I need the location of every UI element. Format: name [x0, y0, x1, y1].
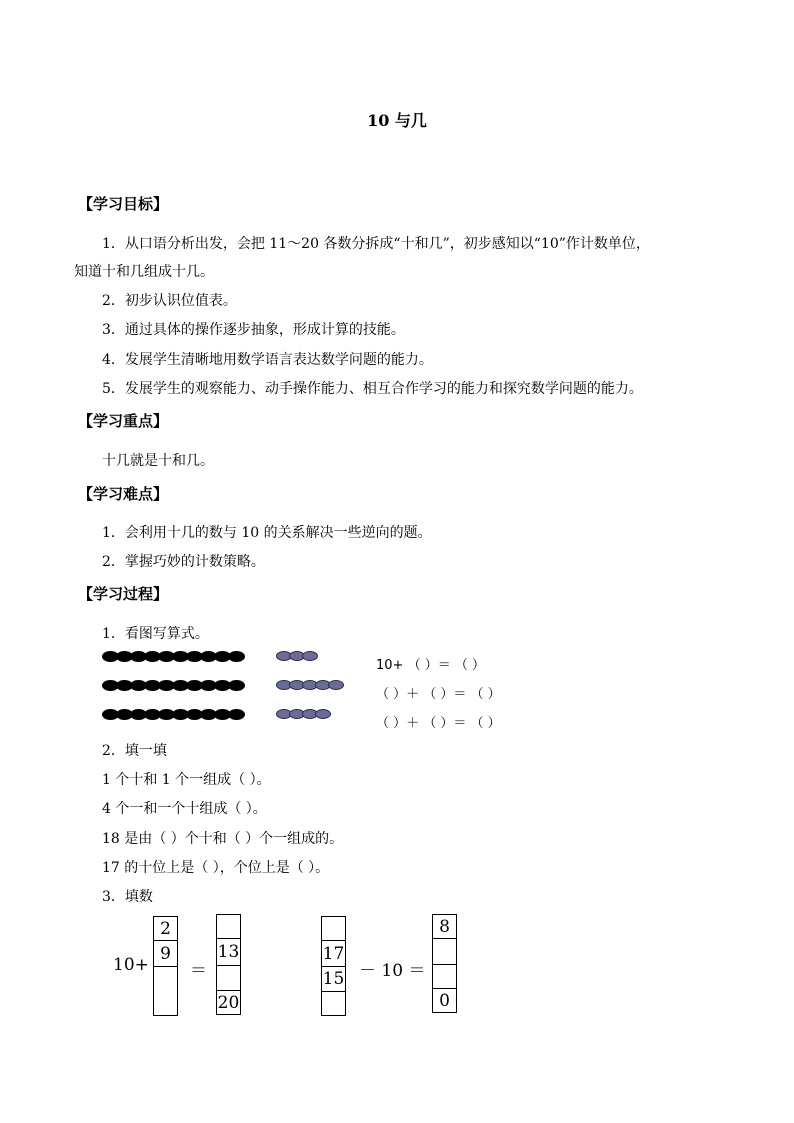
q3-input-box: 2 [153, 916, 178, 941]
q2-item: 4 个一和一个十组成（ ）。 [102, 801, 267, 817]
process-heading: 【学习过程】 [78, 585, 169, 603]
q1-equation: 10+ （ ）＝ （ ） [376, 658, 485, 673]
q3-input-box: 15 [321, 966, 346, 992]
q2-item: 18 是由（ ）个十和（ ）个一组成的。 [102, 831, 344, 847]
black-dot [228, 709, 245, 720]
q3-input-box [153, 966, 178, 1016]
key-points-heading: 【学习重点】 [78, 412, 169, 430]
q3-output-box: 20 [216, 990, 241, 1015]
objective-item: 3．通过具体的操作逐步抽象，形成计算的技能。 [102, 322, 405, 338]
q3-output-box-empty [216, 965, 241, 991]
q1-label: 1．看图写算式。 [102, 626, 209, 642]
objective-item: 知道十和几组成十几。 [74, 264, 214, 280]
q3-output-box: 13 [216, 938, 241, 966]
q2-item: 17 的十位上是（ ），个位上是（ ）。 [102, 860, 330, 876]
black-dot [228, 651, 245, 662]
q3-equals: ＝ [190, 961, 207, 981]
difficulties-heading: 【学习难点】 [78, 485, 169, 503]
q3-output-box [432, 938, 457, 965]
q3-output-box: 8 [432, 914, 457, 939]
q3-label: 3．填数 [102, 889, 153, 905]
black-dot [228, 680, 245, 691]
q3-input-box-empty [321, 916, 346, 941]
q3-output-box: 0 [432, 988, 457, 1013]
gray-dot [302, 651, 318, 661]
q3-output-box-empty [432, 964, 457, 989]
q3-input-box-empty [321, 991, 346, 1016]
gray-dot [315, 709, 331, 719]
q1-equation: （ ）＋ （ ）＝ （ ） [376, 716, 501, 731]
q3-input-box: 17 [321, 940, 346, 967]
objective-item: 2．初步认识位值表。 [102, 293, 237, 309]
objective-item: 1．从口语分析出发，会把 11～20 各数分拆成“十和几”，初步感知以“10”作计数单位， [102, 236, 650, 252]
difficulty-item: 2．掌握巧妙的计数策略。 [102, 554, 265, 570]
difficulty-item: 1．会利用十几的数与 10 的关系解决一些逆向的题。 [102, 525, 432, 541]
q3-output-box [216, 914, 241, 939]
gray-dot [328, 680, 344, 690]
page-title: 10 与几 [367, 111, 427, 130]
q3-input-box: 9 [153, 940, 178, 967]
key-point-item: 十几就是十和几。 [102, 453, 214, 469]
q3-operator: － 10 ＝ [359, 961, 426, 981]
objectives-heading: 【学习目标】 [78, 195, 169, 213]
q1-equation: （ ）＋ （ ）＝ （ ） [376, 687, 501, 702]
q2-item: 1 个十和 1 个一组成（ ）。 [102, 772, 271, 788]
q2-label: 2．填一填 [102, 743, 167, 759]
objective-item: 5．发展学生的观察能力、动手操作能力、相互合作学习的能力和探究数学问题的能力。 [102, 381, 643, 397]
q3-left-prefix: 10+ [113, 955, 149, 975]
objective-item: 4．发展学生清晰地用数学语言表达数学问题的能力。 [102, 352, 433, 368]
